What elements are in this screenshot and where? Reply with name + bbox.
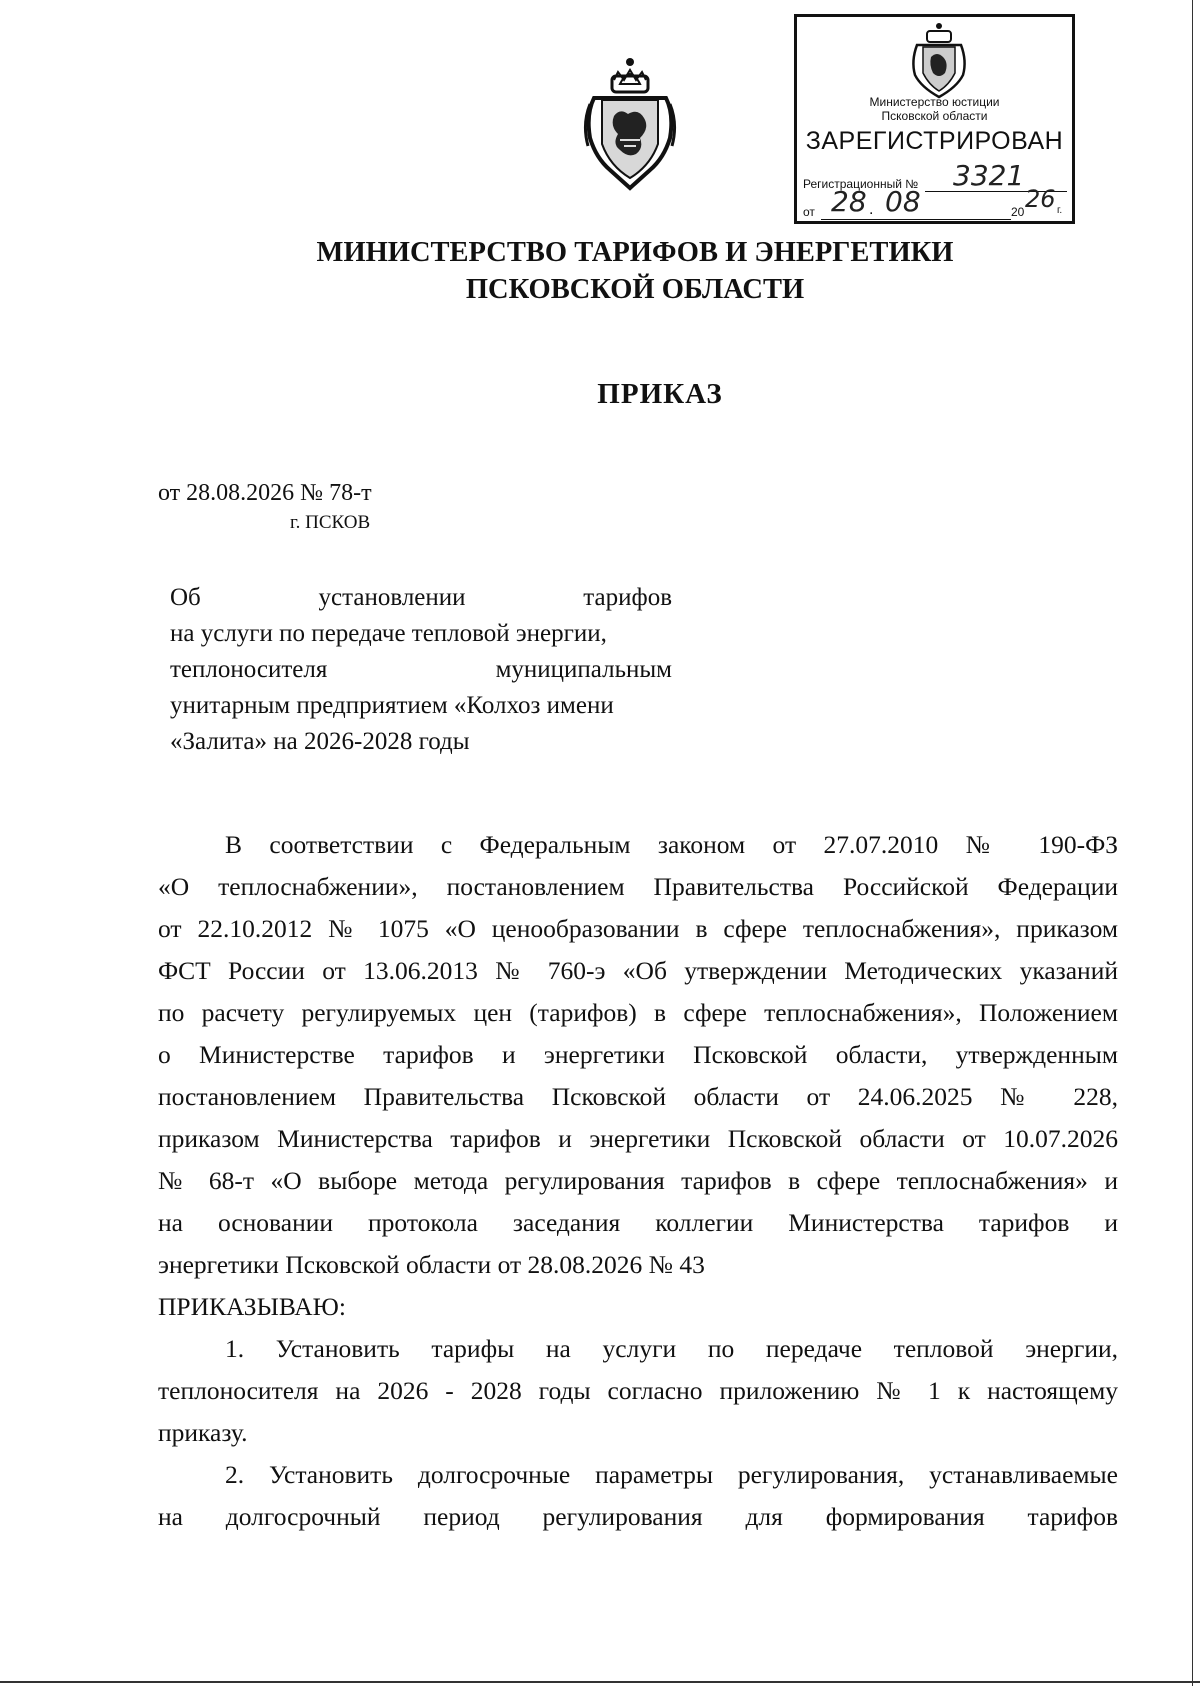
body-line: о Министерстве тарифов и энергетики Псковской области, утвержденным xyxy=(158,1040,1118,1069)
stamp-date-month: 08 xyxy=(885,185,921,218)
subject-line: унитарным предприятием «Колхоз имени xyxy=(170,692,614,719)
stamp-org-line2: Псковской области xyxy=(881,109,988,123)
item-1-line: приказу. xyxy=(158,1418,248,1447)
subject-line: на услуги по передаче тепловой энергии, xyxy=(170,620,607,647)
body-line: постановлением Правительства Псковской области от 24.06.2025 № 228, xyxy=(158,1082,1118,1111)
stamp-reg-label: Регистрационный № xyxy=(803,177,919,191)
body-line: В соответствии с Федеральным законом от 27.07.2010 № 190-ФЗ xyxy=(225,830,1118,859)
subject-line: «Залита» на 2026-2028 годы xyxy=(170,728,470,755)
body-line: «О теплоснабжении», постановлением Правительства Российской Федерации xyxy=(158,872,1118,901)
item-1-line: 1. Установить тарифы на услуги по передаче тепловой энергии, xyxy=(225,1334,1118,1363)
stamp-date-prefix: от xyxy=(803,205,815,219)
coat-of-arms-emblem xyxy=(580,54,680,196)
stamp-emblem xyxy=(907,21,971,99)
subject-line: теплоносителя муниципальным xyxy=(170,656,672,683)
stamp-reg-number: 3321 xyxy=(953,159,1025,192)
order-subject xyxy=(170,580,672,760)
body-line: от 22.10.2012 № 1075 «О ценообразовании в сфере теплоснабжения», приказом xyxy=(158,914,1118,943)
stamp-year-suffix: 26 xyxy=(1025,185,1056,213)
body-line: № 68-т «О выборе метода регулирования тарифов в сфере теплоснабжения» и xyxy=(158,1166,1118,1195)
body-line: ФСТ России от 13.06.2013 № 760-э «Об утверждении Методических указаний xyxy=(158,956,1118,985)
stamp-date-underline xyxy=(821,219,1011,220)
item-2-line: на долгосрочный период регулирования для формирования тарифов xyxy=(158,1502,1118,1531)
scan-edge-bottom xyxy=(0,1681,1200,1683)
body-line: приказом Министерства тарифов и энергетики Псковской области от 10.07.2026 xyxy=(158,1124,1118,1153)
order-body xyxy=(158,824,1118,1538)
body-line: энергетики Псковской области от 28.08.2026 № 43 xyxy=(158,1250,705,1279)
subject-line: Об установлении тарифов xyxy=(170,584,672,611)
body-line: на основании протокола заседания коллегии Министерства тарифов и xyxy=(158,1208,1118,1237)
item-2-line: 2. Установить долгосрочные параметры регулирования, устанавливаемые xyxy=(225,1460,1118,1489)
stamp-date-day: 28 xyxy=(831,185,867,218)
order-city: г. ПСКОВ xyxy=(290,512,371,533)
stamp-status: ЗАРЕГИСТРИРОВАН xyxy=(805,127,1064,155)
item-1-line: теплоносителя на 2026 - 2028 годы согласно приложению № 1 к настоящему xyxy=(158,1376,1118,1405)
order-date-number: от 28.08.2026 № 78-т xyxy=(158,480,372,506)
body-line: по расчету регулируемых цен (тарифов) в сфере теплоснабжения», Положением xyxy=(158,998,1118,1027)
stamp-date-row: от 28 . 08 20 26 г. xyxy=(803,185,1063,219)
ministry-name-line2: ПСКОВСКОЙ ОБЛАСТИ xyxy=(465,274,805,305)
document-title: ПРИКАЗ xyxy=(597,378,723,410)
stamp-year-unit: г. xyxy=(1057,205,1063,216)
order-directive: ПРИКАЗЫВАЮ: xyxy=(158,1292,346,1321)
stamp-org-line1: Министерство юстиции xyxy=(869,95,1000,109)
ministry-name-line1: МИНИСТЕРСТВО ТАРИФОВ И ЭНЕРГЕТИКИ xyxy=(316,237,954,268)
stamp-year-prefix: 20 xyxy=(1011,205,1025,219)
registration-stamp xyxy=(794,14,1075,224)
